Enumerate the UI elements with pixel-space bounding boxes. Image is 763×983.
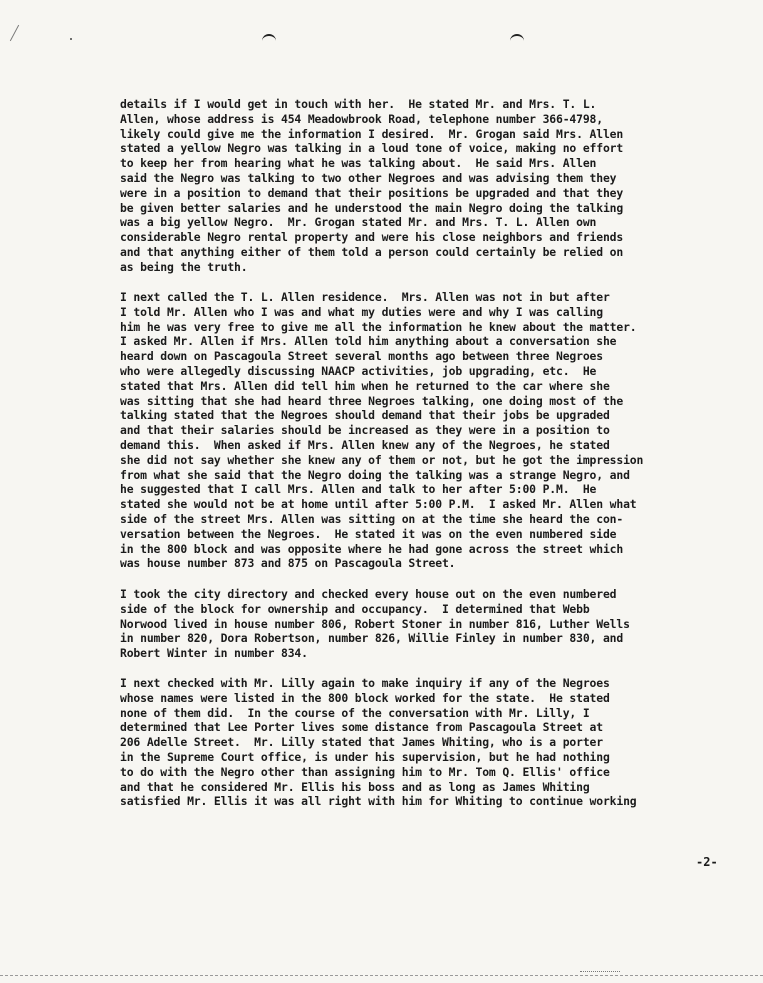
text-line: Allen, whose address is 454 Meadowbrook Road, telephone number 366-4798, <box>120 111 603 126</box>
text-line: likely could give me the information I desired. Mr. Grogan said Mrs. Allen <box>120 126 624 141</box>
paragraph-3 <box>120 587 720 661</box>
text-line: and that their salaries should be increased as they were in a position to <box>120 423 610 438</box>
margin-dot <box>70 38 72 40</box>
text-line: she did not say whether she knew any of them or not, but he got the impression <box>120 452 644 467</box>
text-line: side of the block for ownership and occupancy. I determined that Webb <box>120 601 590 616</box>
text-line: in the 800 block and was opposite where he had gone across the street which <box>120 541 624 556</box>
text-line: was a big yellow Negro. Mr. Grogan stated Mr. and Mrs. T. L. Allen own <box>120 215 597 230</box>
text-line: stated she would not be at home until after 5:00 P.M. I asked Mr. Allen what <box>120 497 637 512</box>
binder-hole-mark-left <box>262 34 276 42</box>
text-line: was house number 873 and 875 on Pascagoula Street. <box>120 556 456 571</box>
text-line: in number 820, Dora Robertson, number 826, Willie Finley in number 830, and <box>120 631 624 646</box>
text-line: stated that Mrs. Allen did tell him when he returned to the car where she <box>120 378 610 393</box>
binder-hole-mark-right <box>510 34 524 42</box>
text-line: I next checked with Mr. Lilly again to make inquiry if any of the Negroes <box>120 676 610 690</box>
text-line: were in a position to demand that their positions be upgraded and that they <box>120 185 624 200</box>
text-line: none of them did. In the course of the conversation with Mr. Lilly, I <box>120 705 590 720</box>
margin-scratch-mark <box>10 25 19 41</box>
text-line: details if I would get in touch with her. He stated Mr. and Mrs. T. L. <box>120 97 597 111</box>
text-line: was sitting that she had heard three Negroes talking, one doing most of the <box>120 393 624 408</box>
text-line: to keep her from hearing what he was talking about. He said Mrs. Allen <box>120 156 597 171</box>
text-line: who were allegedly discussing NAACP activities, job upgrading, etc. He <box>120 363 597 378</box>
text-line: I took the city directory and checked every house out on the even numbered <box>120 587 617 601</box>
text-line: demand this. When asked if Mrs. Allen knew any of the Negroes, he stated <box>120 437 610 452</box>
text-line: whose names were listed in the 800 block worked for the state. He stated <box>120 690 610 705</box>
text-line: as being the truth. <box>120 259 248 274</box>
text-line: Norwood lived in house number 806, Robert Stoner in number 816, Luther Wells <box>120 616 630 631</box>
text-line: versation between the Negroes. He stated it was on the even numbered side <box>120 526 617 541</box>
text-line: him he was very free to give me all the information he knew about the matter. <box>120 319 637 334</box>
text-line: and that he considered Mr. Ellis his boss and as long as James Whiting <box>120 779 590 794</box>
text-line: be given better salaries and he understood the main Negro doing the talking <box>120 200 624 215</box>
text-line: he suggested that I call Mrs. Allen and talk to her after 5:00 P.M. He <box>120 482 597 497</box>
text-line: I told Mr. Allen who I was and what my duties were and why I was calling <box>120 304 603 319</box>
text-line: in the Supreme Court office, is under his supervision, but he had nothing <box>120 749 610 764</box>
paragraph-1 <box>120 97 720 275</box>
text-line: determined that Lee Porter lives some distance from Pascagoula Street at <box>120 720 603 735</box>
text-line: I next called the T. L. Allen residence. Mrs. Allen was not in but after <box>120 290 610 304</box>
text-line: considerable Negro rental property and were his close neighbors and friends <box>120 230 624 245</box>
text-line: 206 Adelle Street. Mr. Lilly stated that James Whiting, who is a porter <box>120 735 603 750</box>
text-line: satisfied Mr. Ellis it was all right with him for Whiting to continue working <box>120 794 637 809</box>
footer-rule <box>0 975 763 976</box>
page-number: -2- <box>696 855 718 869</box>
text-line: and that anything either of them told a person could certainly be relied on <box>120 244 624 259</box>
text-line: said the Negro was talking to two other Negroes and was advising them they <box>120 170 617 185</box>
paragraph-4 <box>120 676 720 809</box>
text-line: talking stated that the Negroes should demand that their jobs be upgraded <box>120 408 610 423</box>
text-line: side of the street Mrs. Allen was sitting on at the time she heard the con- <box>120 511 624 526</box>
footer-dotted-mark <box>580 971 620 972</box>
text-line: Robert Winter in number 834. <box>120 646 308 661</box>
text-line: from what she said that the Negro doing the talking was a strange Negro, and <box>120 467 630 482</box>
text-line: to do with the Negro other than assigning him to Mr. Tom Q. Ellis' office <box>120 764 610 779</box>
text-line: heard down on Pascagoula Street several months ago between three Negroes <box>120 349 603 364</box>
paragraph-2 <box>120 290 720 571</box>
text-line: I asked Mr. Allen if Mrs. Allen told him anything about a conversation she <box>120 334 617 349</box>
text-line: stated a yellow Negro was talking in a loud tone of voice, making no effort <box>120 141 624 156</box>
